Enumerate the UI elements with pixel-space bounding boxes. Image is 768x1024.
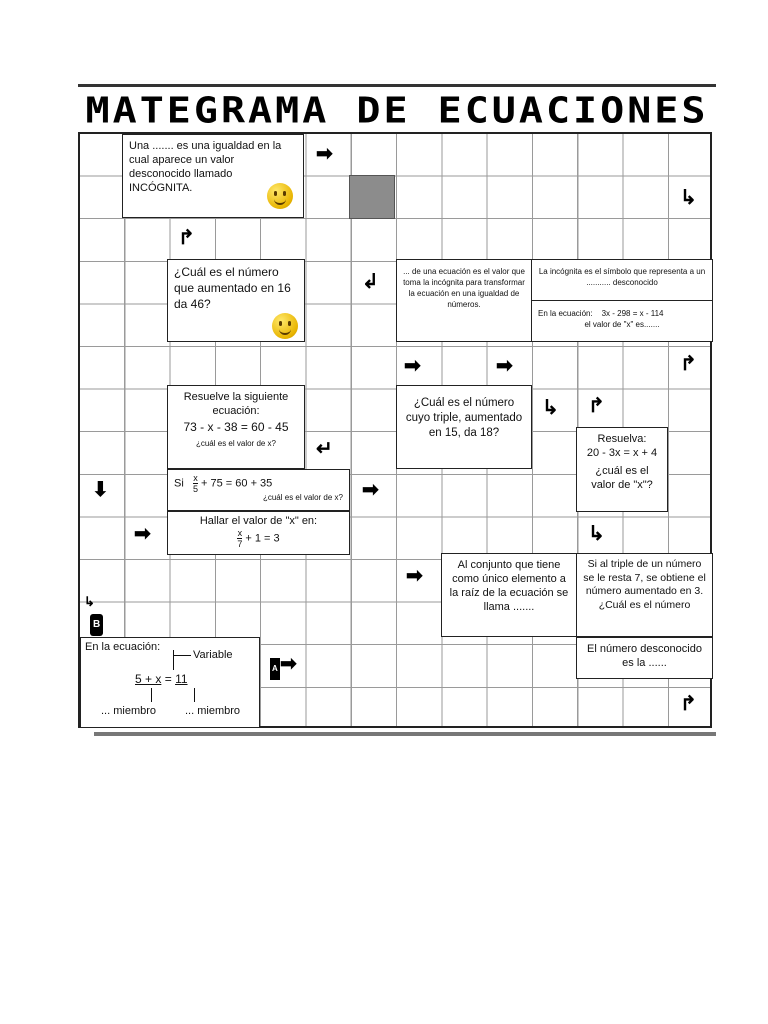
clue-text: Resuelva: [597,433,647,445]
clue-numero-desconocido [576,637,713,679]
arrow-down-right-icon: ↳ [542,397,559,419]
label-variable: Variable [193,649,233,661]
clue-text: ¿Cuál es el número cuyo triple, aumentado en 15, da 18? [405,397,523,439]
clue-question: ¿cuál es el valor de x? [262,493,343,502]
clue-text: Si al triple de un número se le resta 7, se obtiene el número aumentado en 3. ¿Cuál es el número [583,558,706,611]
clue-question: ¿cuál es el valor de x? [195,439,277,448]
page-title: MATEGRAMA DE ECUACIONES [85,90,709,132]
clue-text: La incógnita es el símbolo que representa a un ........... desconocido [538,267,706,287]
clue-miembros-ecuacion [80,637,260,728]
clue-text: Hallar el valor de "x" en: [199,515,318,527]
clue-triple-15-18 [396,385,532,469]
clue-equation: 20 - 3x = x + 4 [586,447,658,459]
arrow-down-right-icon: ↳ [680,187,697,209]
clue-equation: + 75 = 60 + 35 [201,477,273,490]
equation-left: 5 + x [135,672,162,686]
arrow-right-icon: ➡ [496,355,513,377]
equation-sign: = [164,672,172,686]
clue-3x-298 [531,300,713,342]
marker-b-icon: B [90,614,103,636]
clue-text: ¿Cuál es el número que aumentado en 16 da 46? [174,265,291,311]
clue-equation: 3x - 298 = x - 114 [601,309,664,318]
clue-text: Al conjunto que tiene como único elemento a la raíz de la ecuación se llama ....... [449,559,569,613]
clue-numero-16-46 [167,259,305,342]
arrow-up-right-icon: ↱ [680,693,697,715]
clue-ecuacion-definicion [122,134,304,218]
clue-raiz-definicion [396,259,532,342]
arrow-corner-icon: ↳ [84,594,95,609]
clue-label: Si [174,477,184,490]
clue-text: Una ....... es una igualdad en la cual aparece un valor desconocido llamado INCÓGNITA. [129,140,282,194]
clue-73-x-38 [167,385,305,469]
arrow-right-icon: ➡ [404,355,421,377]
connector-line [194,688,195,702]
smiley-icon [272,313,298,339]
clue-text: Resuelve la siguiente ecuación: [183,391,289,417]
connector-line [173,655,191,656]
clue-20-3x [576,427,668,512]
marker-a-icon: A [270,658,280,680]
fraction-denominator: 7 [237,539,243,549]
arrow-right-icon: ➡ [362,479,379,501]
clue-incognita-simbolo [531,259,713,301]
clue-equation: + 1 = 3 [245,532,280,545]
fraction-numerator: x [237,528,243,538]
crossword-sheet [78,84,716,734]
arrow-left-down-icon: ↲ [362,271,379,293]
smiley-icon [267,183,293,209]
arrow-up-right-icon: ↱ [588,395,605,417]
arrow-left-icon: ↵ [316,438,333,460]
bottom-shadow [94,732,716,736]
connector-line [173,650,174,670]
label-miembro-1: ... miembro [101,705,157,717]
clue-question: el valor de "x" es....... [584,320,660,329]
arrow-right-icon: ➡ [316,143,333,165]
clue-label: En la ecuación: [538,309,593,318]
clue-triple-menos-7 [576,553,713,637]
clue-equation: 73 - x - 38 = 60 - 45 [183,420,289,434]
clue-text: ... de una ecuación es el valor que toma la incógnita para transformar la ecuación en una igualdad de números. [403,267,525,309]
clue-x7-1-3 [167,511,350,555]
arrow-down-right-icon: ↳ [588,523,605,545]
arrow-up-right-icon: ↱ [178,227,195,249]
clue-conjunto-solucion [441,553,577,637]
arrow-up-right-icon: ↱ [680,353,697,375]
shaded-cell [349,175,395,219]
fraction [237,528,242,549]
fraction-numerator: x [193,473,198,483]
arrow-down-icon: ⬇ [92,479,109,501]
clue-label: En la ecuación: [85,641,161,653]
fraction [193,473,198,494]
connector-line [151,688,152,702]
crossword-grid [78,132,712,728]
clue-question: ¿cuál es el valor de "x"? [591,465,653,491]
title-band [78,84,716,133]
arrow-right-icon: ➡ [406,565,423,587]
arrow-right-icon: ➡ [280,653,297,675]
label-miembro-2: ... miembro [185,705,241,717]
equation-right: 11 [175,672,188,686]
clue-x5-75 [167,469,350,511]
arrow-right-icon: ➡ [134,523,151,545]
fraction-denominator: 5 [192,484,198,494]
clue-text: El número desconocido es la ...... [587,643,702,669]
